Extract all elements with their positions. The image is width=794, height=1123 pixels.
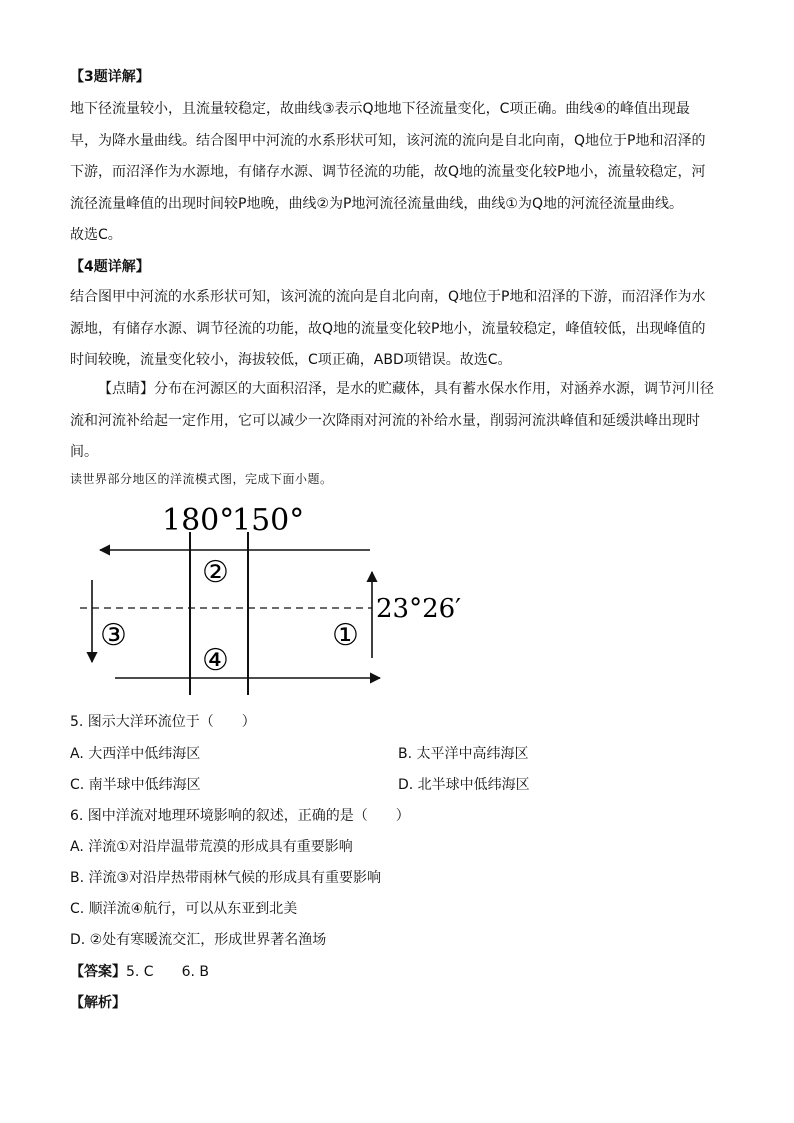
answer-line xyxy=(70,961,209,981)
section-4-body xyxy=(70,282,730,377)
section-3-body xyxy=(70,94,730,252)
text-line: 结合图甲中河流的水系形状可知，该河流的流向是自北向南，Q地位于P地和沼泽的下游，而沼泽作为水 xyxy=(70,289,706,305)
current-4-label: ④ xyxy=(202,643,229,678)
current-3-label: ③ xyxy=(100,618,127,653)
analysis-label: 【解析】 xyxy=(70,995,126,1011)
question-5-option-b: B. 太平洋中高纬海区 xyxy=(398,746,529,762)
section-4-heading: 【4题详解】 xyxy=(70,259,150,275)
text-line: 间。 xyxy=(70,444,98,460)
question-6-option-a: A. 洋流①对沿岸温带荒漠的形成具有重要影响 xyxy=(70,839,353,855)
current-2-label: ② xyxy=(202,555,229,590)
text-line: 流和河流补给起一定作用，它可以减少一次降雨对河流的补给水量，削弱河流洪峰值和延缓洪峰出现时 xyxy=(70,412,700,429)
question-5-option-c: C. 南半球中低纬海区 xyxy=(70,777,201,793)
text-line: 时间较晚，流量变化较小，海拔较低，C项正确，ABD项错误。故选C。 xyxy=(70,352,512,368)
question-6-option-b: B. 洋流③对沿岸热带雨林气候的形成具有重要影响 xyxy=(70,870,382,886)
section-3-heading: 【3题详解】 xyxy=(70,69,150,85)
analysis-heading xyxy=(70,992,126,1012)
text-line: 流径流量峰值的出现时间较P地晚，曲线②为P地河流径流量曲线，曲线①为Q地的河流径流量曲线。 xyxy=(70,195,684,212)
text-line: 地下径流量较小，且流量较稳定，故曲线③表示Q地地下径流量变化，C项正确。曲线④的峰值出现最 xyxy=(70,101,690,117)
question-6-option-c: C. 顺洋流④航行，可以从东亚到北美 xyxy=(70,901,298,917)
text-line: 早，为降水量曲线。结合图甲中河流的水系形状可知，该河流的流向是自北向南，Q地位于P地和沼泽的 xyxy=(70,132,706,149)
ocean-current-diagram xyxy=(70,500,490,700)
answer-label: 【答案】 xyxy=(70,964,126,980)
question-6-option-d: D. ②处有寒暖流交汇，形成世界著名渔场 xyxy=(70,932,327,948)
question-5-option-d: D. 北半球中低纬海区 xyxy=(398,777,530,793)
question-6-stem: 6. 图中洋流对地理环境影响的叙述，正确的是（ ） xyxy=(70,808,410,824)
answer-text: 5. C 6. B xyxy=(126,964,209,980)
text-line: 【点睛】分布在河源区的大面积沼泽，是水的贮藏体，具有蓄水保水作用，对涵养水源，调节河川径 xyxy=(98,381,714,397)
question-5-option-a: A. 大西洋中低纬海区 xyxy=(70,746,201,762)
text-line: 源地，有储存水源、调节径流的功能，故Q地的流量变化较P地小，流量较稳定，峰值较低，出现峰值的 xyxy=(70,320,706,337)
longitude-180-label: 180° xyxy=(162,503,235,538)
tip-paragraph xyxy=(70,374,730,469)
current-1-label: ① xyxy=(332,618,359,653)
text-line: 下游，而沼泽作为水源地，有储存水源、调节径流的功能，故Q地的流量变化较P地小，流量较稳定，河 xyxy=(70,164,706,180)
text-line: 故选C。 xyxy=(70,227,122,243)
question-5-stem: 5. 图示大洋环流位于（ ） xyxy=(70,714,256,730)
latitude-label: 23°26′ xyxy=(376,594,462,624)
longitude-150-label: 150° xyxy=(232,503,305,538)
question-intro: 读世界部分地区的洋流模式图，完成下面小题。 xyxy=(70,472,333,486)
